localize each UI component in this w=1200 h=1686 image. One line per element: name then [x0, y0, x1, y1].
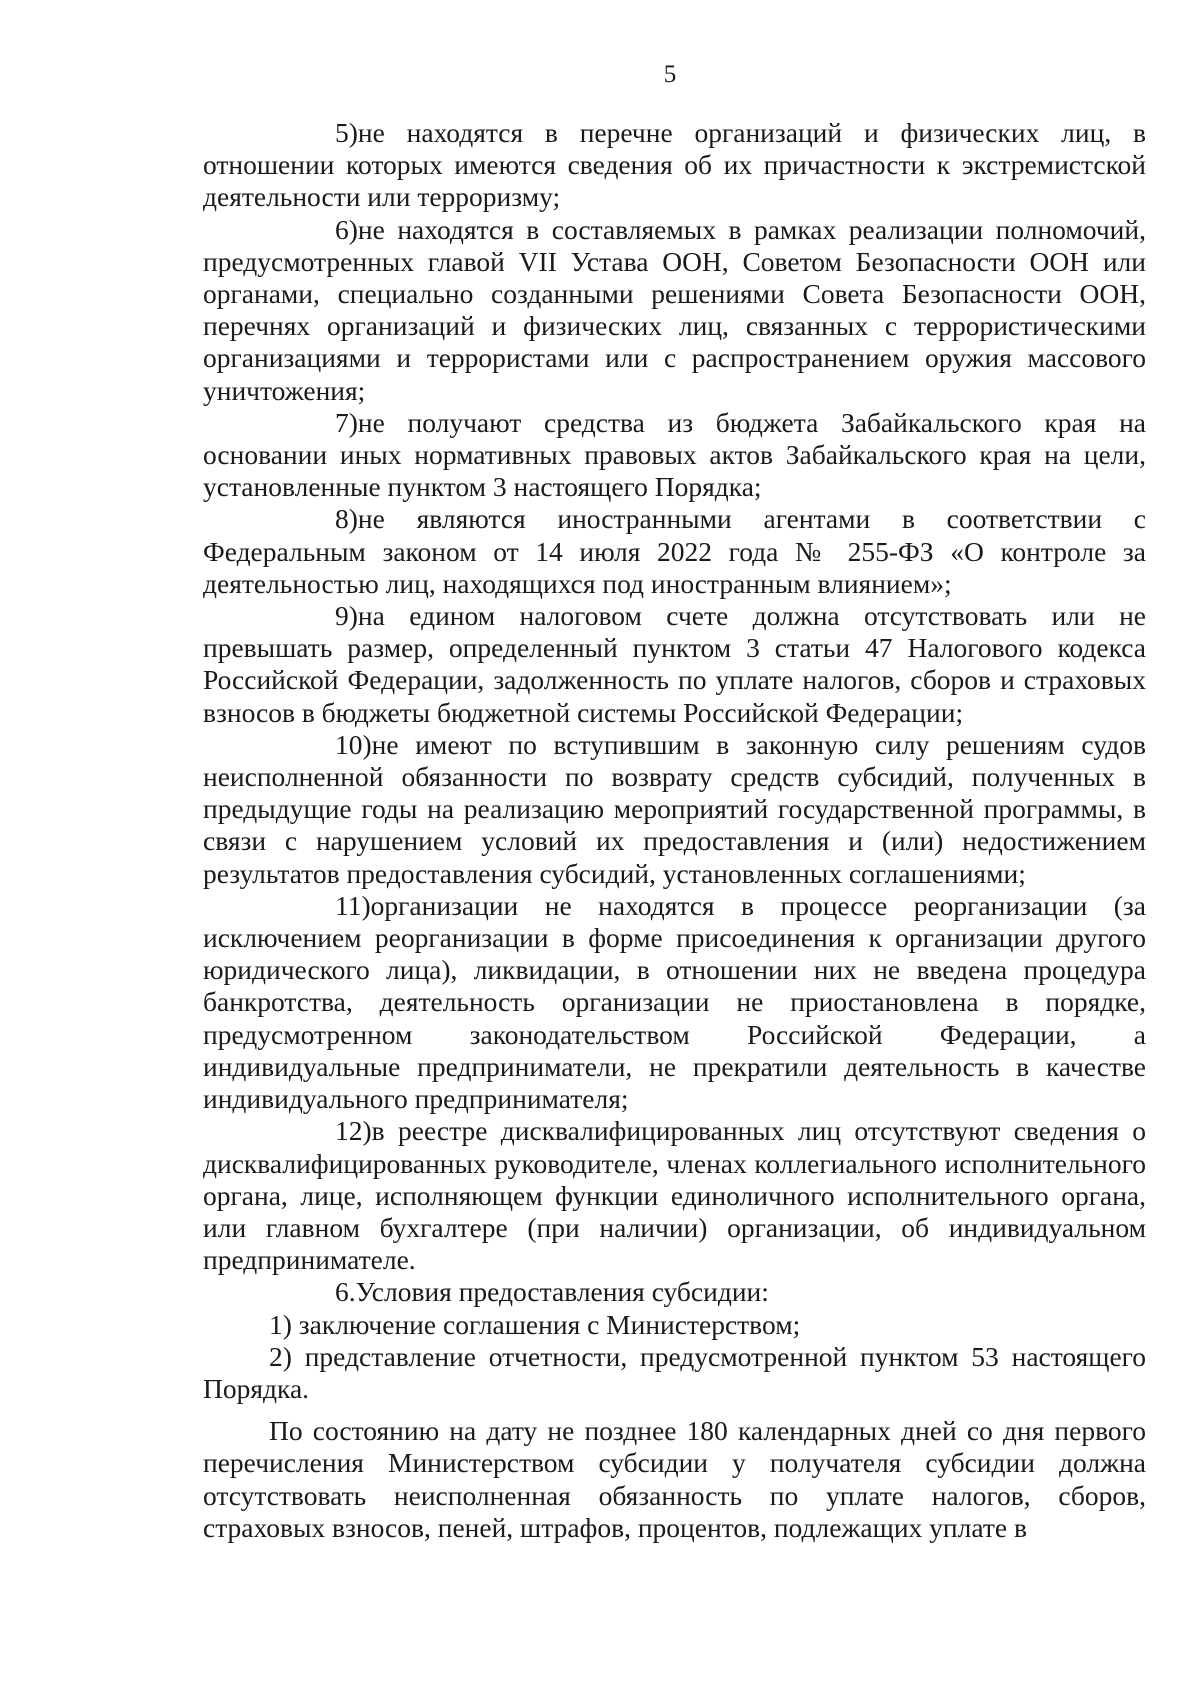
list-item: [203, 600, 1146, 729]
item-text: не находятся в составляемых в рамках реализации полномочий, предусмотренных главой VII Устава ООН, Советом Безопасности ООН или органами, специально созданными решениями Совета Безопасности ООН, перечнях организаций и физических лиц, связанных с террористическими организациями и террористами или с распространением оружия массового уничтожения;: [203, 213, 1146, 406]
list-item: [203, 1115, 1146, 1276]
item-number: 9): [335, 600, 358, 632]
item-number: 10): [335, 728, 372, 760]
item-number: 11): [335, 889, 371, 921]
list-item: [203, 407, 1146, 504]
list-item: [203, 503, 1146, 600]
item-text: не являются иностранными агентами в соответствии с Федеральным законом от 14 июля 2022 года № 255-ФЗ «О контроле за деятельностью лиц, находящихся под иностранным влиянием»;: [203, 503, 1146, 599]
item-text: не имеют по вступившим в законную силу решениям судов неисполненной обязанности по возврату средств субсидий, полученных в предыдущие годы на реализацию мероприятий государственной программы, в связи с нарушением условий их предоставления и (или) недостижением результатов предоставления субсидий, установленных соглашениями;: [203, 728, 1146, 889]
item-number: 7): [335, 406, 358, 438]
list-item: [203, 117, 1146, 214]
condition-item: 2) представление отчетности, предусмотренной пунктом 53 настоящего Порядка.: [203, 1340, 1146, 1404]
item-text: организации не находятся в процессе реорганизации (за исключением реорганизации в форме присоединения к организации другого юридического лица), ликвидации, в отношении них не введена процедура банкротства, деятельность организации не приостановлена в порядке, предусмотренном законодательством Российской Федерации, а индивидуальные предприниматели, не прекратили деятельность в качестве индивидуального предпринимателя;: [203, 889, 1146, 1115]
section-heading: [203, 1276, 1146, 1308]
page-number: 5: [663, 61, 677, 88]
item-number: 6): [335, 213, 358, 245]
item-number: 5): [335, 117, 358, 148]
item-text: на едином налоговом счете должна отсутствовать или не превышать размер, определенный пунктом 3 статьи 47 Налогового кодекса Российской Федерации, задолженность по уплате налогов, сборов и страховых взносов в бюджеты бюджетной системы Российской Федерации;: [203, 600, 1146, 728]
list-item: [203, 890, 1146, 1115]
item-text: не получают средства из бюджета Забайкальского края на основании иных нормативных правовых актов Забайкальского края на цели, установленные пунктом 3 настоящего Порядка;: [203, 406, 1146, 503]
item-number: 12): [335, 1115, 372, 1147]
item-text: не находятся в перечне организаций и физических лиц, в отношении которых имеются сведения об их причастности к экстремистской деятельности или терроризму;: [203, 117, 1146, 213]
list-item: [203, 214, 1146, 407]
item-number: 8): [335, 503, 358, 535]
document-body: [203, 117, 1146, 1544]
item-text: в реестре дисквалифицированных лиц отсутствуют сведения о дисквалифицированных руководителе, членах коллегиального исполнительного органа, лице, исполняющем функции единоличного исполнительного органа, или главном бухгалтере (при наличии) организации, об индивидуальном предпринимателе.: [203, 1115, 1146, 1276]
section-title: Условия предоставления субсидии:: [355, 1276, 769, 1308]
final-paragraph: По состоянию на дату не позднее 180 календарных дней со дня первого перечисления Министерством субсидии у получателя субсидии должна отсутствовать неисполненная обязанность по уплате налогов, сборов, страховых взносов, пеней, штрафов, процентов, подлежащих уплате в: [203, 1415, 1146, 1543]
section-number: 6.: [335, 1276, 356, 1308]
list-item: [203, 729, 1146, 890]
condition-item: 1) заключение соглашения с Министерством;: [269, 1308, 801, 1340]
